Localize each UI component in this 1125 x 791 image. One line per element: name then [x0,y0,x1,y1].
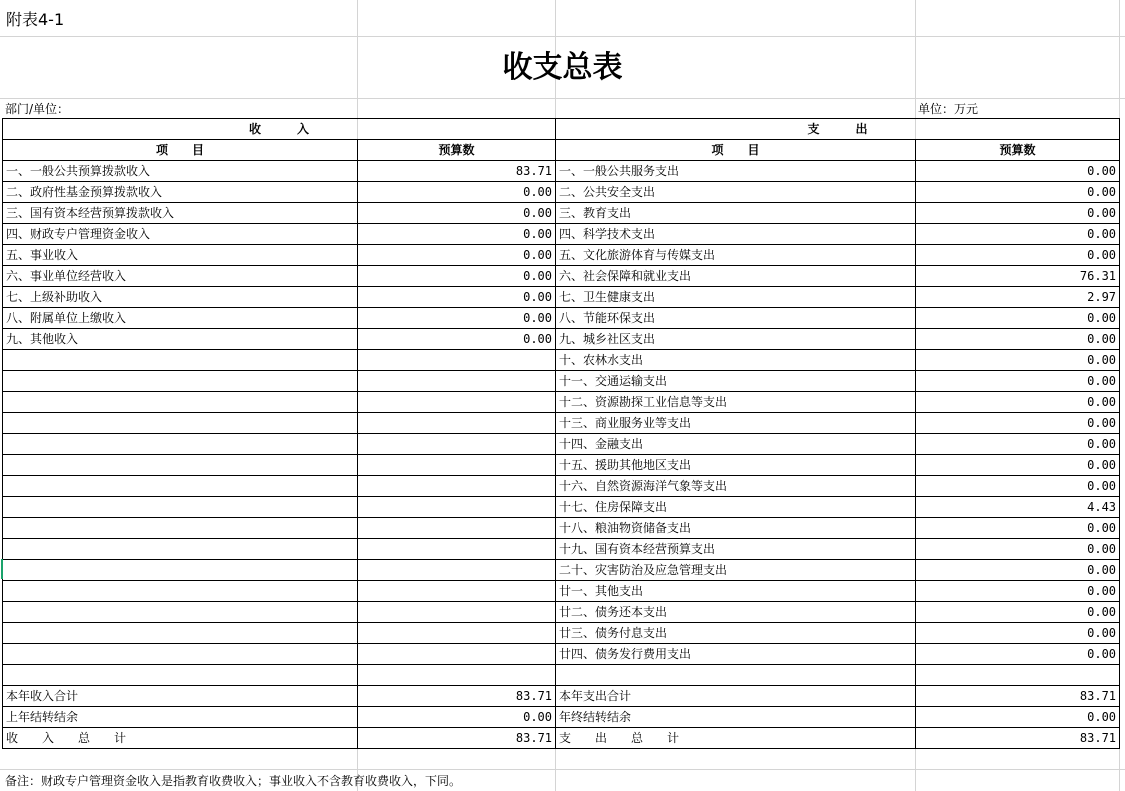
income-budget-cell[interactable]: 0.00 [358,224,556,245]
expense-item-cell[interactable]: 本年支出合计 [556,686,916,707]
expense-budget-cell[interactable]: 0.00 [916,434,1120,455]
income-budget-cell[interactable] [358,413,556,434]
cell-cursor [1,559,3,579]
income-section-header[interactable]: 收 入 [3,119,556,140]
expense-budget-cell[interactable]: 0.00 [916,644,1120,665]
table-row [3,665,1120,686]
expense-item-cell[interactable]: 五、文化旅游体育与传媒支出 [556,245,916,266]
expense-budget-header[interactable]: 预算数 [916,140,1120,161]
income-budget-cell[interactable] [358,518,556,539]
expense-item-cell[interactable]: 十六、自然资源海洋气象等支出 [556,476,916,497]
expense-budget-cell[interactable]: 0.00 [916,455,1120,476]
table-row [3,182,1120,203]
income-budget-cell[interactable]: 83.71 [358,161,556,182]
income-budget-cell[interactable] [358,623,556,644]
table-row [3,245,1120,266]
page-title[interactable]: 收支总表 [502,50,623,85]
income-item-cell[interactable] [3,539,358,560]
expense-budget-cell[interactable]: 0.00 [916,224,1120,245]
expense-item-cell[interactable]: 十一、交通运输支出 [556,371,916,392]
department-label[interactable]: 部门/单位： [5,102,70,116]
table-row [3,686,1120,707]
income-item-cell[interactable]: 二、政府性基金预算拨款收入 [3,182,358,203]
expense-item-cell[interactable]: 廿四、债务发行费用支出 [556,644,916,665]
expense-budget-cell[interactable] [916,665,1120,686]
expense-item-cell[interactable]: 十八、粮油物资储备支出 [556,518,916,539]
table-row [3,413,1120,434]
table-row [3,497,1120,518]
income-item-cell[interactable] [3,413,358,434]
income-budget-cell[interactable]: 0.00 [358,203,556,224]
table-row [3,308,1120,329]
expense-budget-cell[interactable]: 0.00 [916,623,1120,644]
income-item-cell[interactable] [3,350,358,371]
income-item-cell[interactable]: 一、一般公共预算拨款收入 [3,161,358,182]
income-item-cell[interactable] [3,644,358,665]
expense-item-cell[interactable]: 一、一般公共服务支出 [556,161,916,182]
column-header-row [3,140,1120,161]
expense-item-cell[interactable]: 十三、商业服务业等支出 [556,413,916,434]
table-row [3,707,1120,728]
expense-item-cell[interactable] [556,665,916,686]
expense-item-cell[interactable]: 廿一、其他支出 [556,581,916,602]
expense-budget-cell[interactable]: 0.00 [916,539,1120,560]
expense-budget-cell[interactable]: 76.31 [916,266,1120,287]
table-row [3,644,1120,665]
income-item-cell[interactable]: 六、事业单位经营收入 [3,266,358,287]
table-row [3,266,1120,287]
footnote[interactable]: 备注：财政专户管理资金收入是指教育收费收入；事业收入不含教育收费收入，下同。 [5,774,462,788]
income-item-cell[interactable] [3,602,358,623]
income-item-cell[interactable]: 收 入 总 计 [3,728,358,749]
table-row [3,602,1120,623]
expense-budget-cell[interactable]: 0.00 [916,581,1120,602]
income-budget-cell[interactable] [358,371,556,392]
expense-budget-cell[interactable]: 2.97 [916,287,1120,308]
expense-item-cell[interactable]: 六、社会保障和就业支出 [556,266,916,287]
table-row [3,476,1120,497]
expense-budget-cell[interactable]: 0.00 [916,476,1120,497]
annex-label[interactable]: 附表4-1 [6,10,65,29]
income-item-cell[interactable] [3,497,358,518]
income-item-cell[interactable] [3,581,358,602]
expense-item-cell[interactable]: 八、节能环保支出 [556,308,916,329]
expense-budget-cell[interactable]: 0.00 [916,350,1120,371]
income-item-cell[interactable] [3,623,358,644]
income-budget-cell[interactable] [358,602,556,623]
expense-budget-cell[interactable]: 0.00 [916,392,1120,413]
expense-item-cell[interactable]: 支 出 总 计 [556,728,916,749]
income-item-cell[interactable] [3,434,358,455]
income-budget-cell[interactable] [358,392,556,413]
income-budget-cell[interactable]: 0.00 [358,308,556,329]
income-budget-cell[interactable]: 0.00 [358,182,556,203]
expense-budget-cell[interactable]: 83.71 [916,728,1120,749]
income-item-cell[interactable] [3,665,358,686]
table-row [3,560,1120,581]
income-budget-cell[interactable] [358,644,556,665]
income-item-cell[interactable] [3,560,358,581]
income-budget-cell[interactable] [358,665,556,686]
table-row [3,203,1120,224]
expense-item-cell[interactable]: 十九、国有资本经营预算支出 [556,539,916,560]
expense-budget-cell[interactable]: 0.00 [916,329,1120,350]
income-item-cell[interactable]: 本年收入合计 [3,686,358,707]
expense-item-cell[interactable]: 十、农林水支出 [556,350,916,371]
expense-item-cell[interactable]: 九、城乡社区支出 [556,329,916,350]
income-budget-cell[interactable]: 83.71 [358,686,556,707]
expense-item-cell[interactable]: 廿三、债务付息支出 [556,623,916,644]
table-row [3,518,1120,539]
income-budget-header[interactable]: 预算数 [358,140,556,161]
expense-item-cell[interactable]: 二、公共安全支出 [556,182,916,203]
expense-item-cell[interactable]: 四、科学技术支出 [556,224,916,245]
income-budget-cell[interactable] [358,434,556,455]
table-row [3,539,1120,560]
expense-budget-cell[interactable]: 0.00 [916,308,1120,329]
income-item-cell[interactable] [3,392,358,413]
income-item-cell[interactable] [3,518,358,539]
income-item-cell[interactable]: 九、其他收入 [3,329,358,350]
expense-item-cell[interactable]: 廿二、债务还本支出 [556,602,916,623]
expense-budget-cell[interactable]: 83.71 [916,686,1120,707]
expense-item-cell[interactable]: 二十、灾害防治及应急管理支出 [556,560,916,581]
income-budget-cell[interactable]: 0.00 [358,329,556,350]
expense-item-cell[interactable]: 年终结转结余 [556,707,916,728]
expense-item-cell[interactable]: 十四、金融支出 [556,434,916,455]
income-budget-cell[interactable] [358,539,556,560]
table-row [3,434,1120,455]
income-item-cell[interactable] [3,371,358,392]
expense-budget-cell[interactable]: 0.00 [916,602,1120,623]
income-item-cell[interactable]: 上年结转结余 [3,707,358,728]
income-budget-cell[interactable]: 0.00 [358,266,556,287]
expense-budget-cell[interactable]: 0.00 [916,518,1120,539]
income-expense-table [2,118,1120,749]
unit-label[interactable]: 单位：万元 [918,102,979,116]
expense-budget-cell[interactable]: 0.00 [916,203,1120,224]
expense-budget-cell[interactable]: 0.00 [916,245,1120,266]
income-budget-cell[interactable] [358,476,556,497]
income-item-cell[interactable]: 七、上级补助收入 [3,287,358,308]
table-row [3,161,1120,182]
table-row [3,728,1120,749]
income-item-header[interactable]: 项 目 [3,140,358,161]
income-budget-cell[interactable] [358,497,556,518]
table-row [3,623,1120,644]
income-budget-cell[interactable] [358,350,556,371]
expense-budget-cell[interactable]: 0.00 [916,371,1120,392]
table-row [3,329,1120,350]
expense-item-cell[interactable]: 十五、援助其他地区支出 [556,455,916,476]
income-item-cell[interactable]: 三、国有资本经营预算拨款收入 [3,203,358,224]
expense-budget-cell[interactable]: 0.00 [916,560,1120,581]
expense-budget-cell[interactable]: 0.00 [916,413,1120,434]
income-item-cell[interactable]: 四、财政专户管理资金收入 [3,224,358,245]
expense-item-cell[interactable]: 三、教育支出 [556,203,916,224]
income-budget-cell[interactable] [358,560,556,581]
expense-item-header[interactable]: 项 目 [556,140,916,161]
income-budget-cell[interactable]: 0.00 [358,245,556,266]
expense-budget-cell[interactable]: 4.43 [916,497,1120,518]
table-row [3,455,1120,476]
table-row [3,392,1120,413]
expense-item-cell[interactable]: 七、卫生健康支出 [556,287,916,308]
expense-budget-cell[interactable]: 0.00 [916,161,1120,182]
expense-section-header[interactable]: 支 出 [556,119,1120,140]
income-budget-cell[interactable]: 0.00 [358,707,556,728]
expense-budget-cell[interactable]: 0.00 [916,182,1120,203]
section-header-row [3,119,1120,140]
income-budget-cell[interactable] [358,581,556,602]
income-item-cell[interactable]: 五、事业收入 [3,245,358,266]
income-item-cell[interactable] [3,455,358,476]
table-row [3,350,1120,371]
table-row [3,224,1120,245]
table-row [3,581,1120,602]
table-row [3,287,1120,308]
income-budget-cell[interactable]: 83.71 [358,728,556,749]
income-budget-cell[interactable]: 0.00 [358,287,556,308]
income-budget-cell[interactable] [358,455,556,476]
table-row [3,371,1120,392]
expense-budget-cell[interactable]: 0.00 [916,707,1120,728]
expense-item-cell[interactable]: 十二、资源勘探工业信息等支出 [556,392,916,413]
income-item-cell[interactable] [3,476,358,497]
expense-item-cell[interactable]: 十七、住房保障支出 [556,497,916,518]
income-item-cell[interactable]: 八、附属单位上缴收入 [3,308,358,329]
